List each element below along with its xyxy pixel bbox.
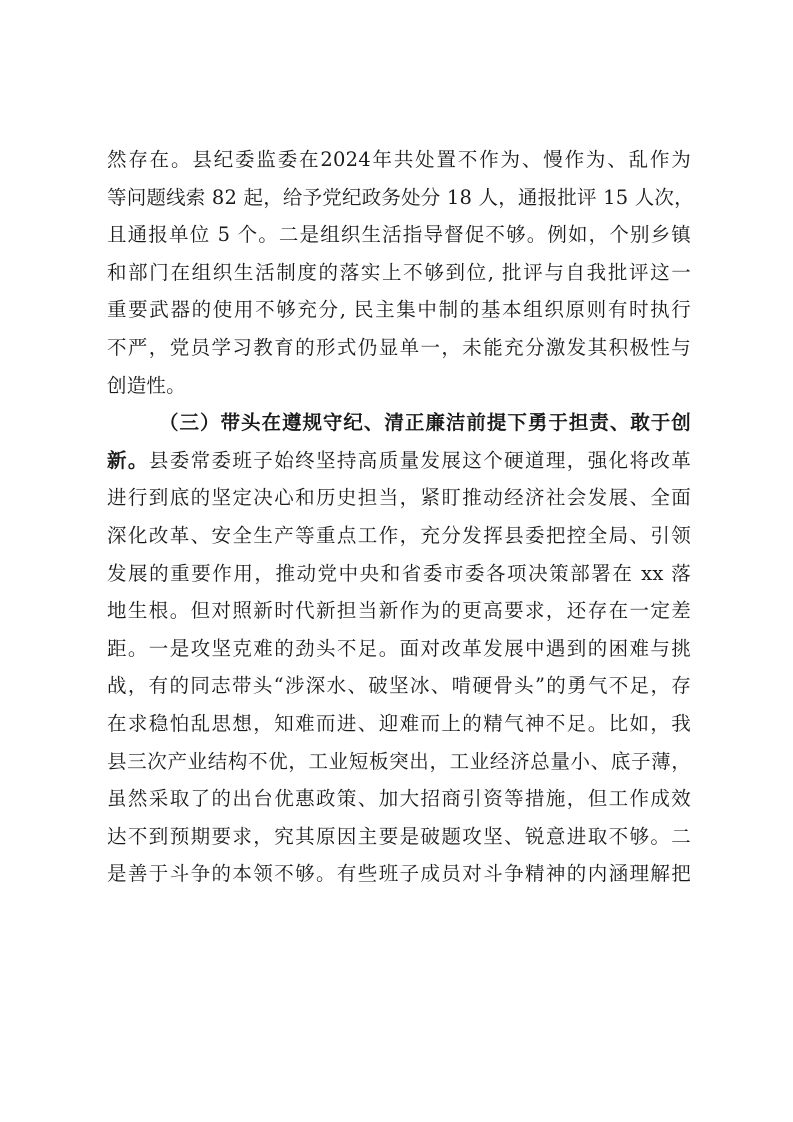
section-heading: （三）带头在遵规守纪、清正廉洁前提下勇于担责、敢于创: [159, 411, 691, 435]
text-line: 深化改革、安全生产等重点工作，充分发挥县委把控全局、引领: [107, 523, 691, 547]
text-line: 是善于斗争的本领不够。有些班子成员对斗争精神的内涵理解把: [107, 862, 691, 886]
text-line: 达不到预期要求，究其原因主要是破题攻坚、锐意进取不够。二: [107, 824, 691, 848]
section-heading-end: 新。: [107, 448, 149, 472]
text-line: 和部门在组织生活制度的落实上不够到位, 批评与自我批评这一: [107, 260, 691, 284]
text-line: 且通报单位 5 个。二是组织生活指导督促不够。例如，个别乡镇: [107, 223, 691, 247]
text-line: 进行到底的坚定决心和历史担当，紧盯推动经济社会发展、全面: [107, 486, 691, 510]
text-line: 在求稳怕乱思想，知难而进、迎难而上的精气神不足。比如，我: [107, 711, 691, 735]
text-line: 重要武器的使用不够充分, 民主集中制的基本组织原则有时执行: [107, 298, 691, 322]
text-line: 等问题线索 82 起，给予党纪政务处分 18 人，通报批评 15 人次，: [107, 185, 694, 209]
text-line: 然存在。县纪委监委在2024年共处置不作为、慢作为、乱作为: [107, 148, 691, 171]
text-line: [107, 442, 691, 480]
text-line: 虽然采取了的出台优惠政策、加大招商引资等措施，但工作成效: [107, 787, 691, 811]
text-line: 创造性。: [107, 373, 186, 397]
text-line: 战，有的同志带头“涉深水、破坚冰、啃硬骨头”的勇气不足，存: [107, 674, 691, 698]
text-line: 发展的重要作用，推动党中央和省委市委各项决策部署在 xx 落: [107, 561, 691, 585]
body-text: [107, 141, 694, 893]
text-line: 距。一是攻坚克难的劲头不足。面对改革发展中遇到的困难与挑: [107, 636, 691, 660]
text-line: 县三次产业结构不优，工业短板突出，工业经济总量小、底子薄，: [107, 749, 691, 773]
text-line-rest: 县委常委班子始终坚持高质量发展这个硬道理，强化将改革: [148, 448, 692, 472]
text-line: 地生根。但对照新时代新担当新作为的更高要求，还存在一定差: [107, 599, 691, 623]
text-line: 不严，党员学习教育的形式仍显单一，未能充分激发其积极性与: [107, 335, 691, 359]
